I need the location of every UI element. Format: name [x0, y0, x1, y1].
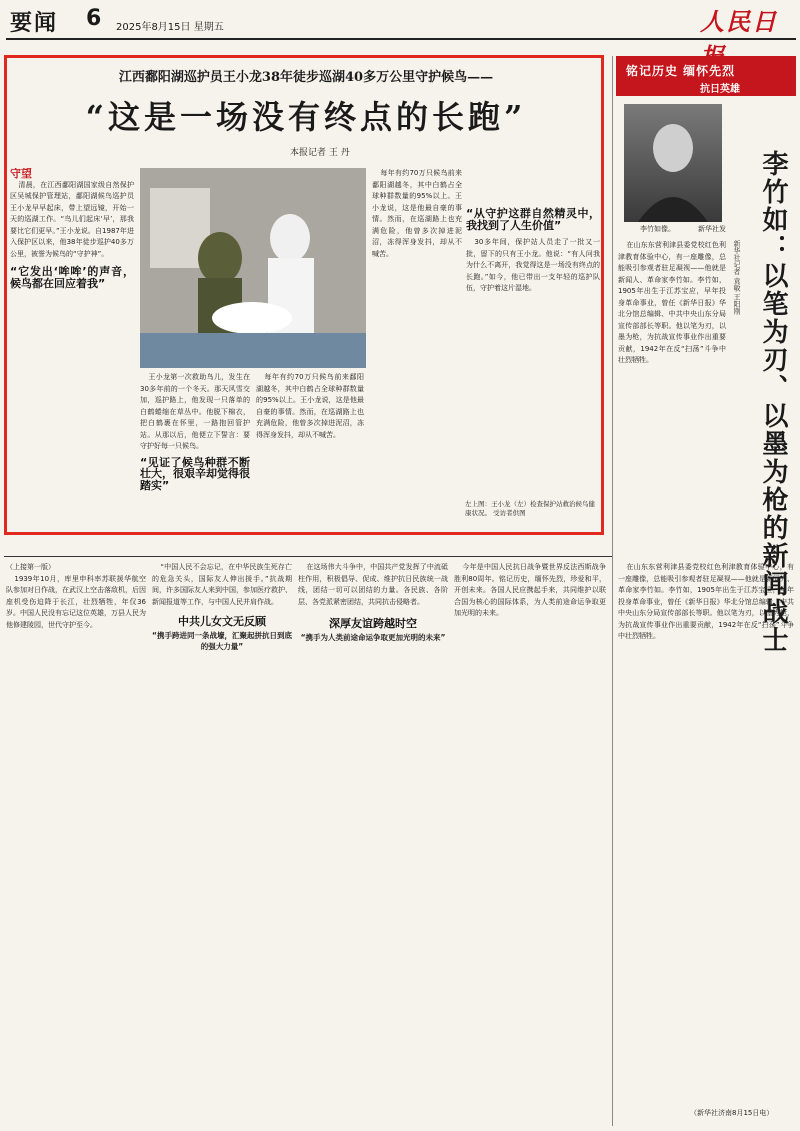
lower-subheading-2: “携手为人类前途命运争取更加光明的未来” [300, 632, 446, 642]
portrait-caption: 李竹如像。 [640, 225, 675, 233]
caption-credit: 受访者供图 [493, 509, 526, 517]
header-rule [6, 38, 796, 40]
feature-subhead-2: “见证了候鸟种群不断壮大，很艰辛却觉得很踏实” [140, 455, 250, 492]
feature-headline[interactable]: “这是一场没有终点的长跑” [85, 98, 527, 136]
feature-photo [140, 168, 366, 368]
profile-body-text: 在山东东营利津县委党校红色利津教育体验中心，有一座雕像，总能吸引参观者驻足凝视——他就是新闻人、革命家李竹如。李竹如，1905年出生于江苏宝应，早年投身革命事业，曾任《新华日报》华北分馆总编辑、中共中央山东分局宣传部部长等职。他以笔为刃，以墨为枪，为抗战宣传事业作出重要贡献，1942年在反“扫荡”斗争中壮烈牺牲。 [618, 241, 726, 364]
lower-subheading-1: “携手跨进同一条战壕，汇聚起拼抗日到底的强大力量” [152, 630, 292, 651]
continued-label: （上接第一版） [6, 563, 55, 571]
feature-column-3 [256, 372, 364, 528]
feature-section-label: 守望 [10, 168, 32, 180]
lower-col2-text: “中国人民不会忘记，在中华民族生死存亡的危急关头，国际友人伸出援手。”抗战期间，许多国际友人来到中国，参加医疗救护、新闻报道等工作，与中国人民并肩作战。 [152, 563, 292, 606]
feature-column-1 [10, 168, 134, 528]
profile-byline: 新华社记者 袁敏 王阳刚 [733, 240, 741, 315]
feature-kicker[interactable]: 江西鄱阳湖巡护员王小龙38年徒步巡湖40多万公里守护候鸟—— [118, 70, 494, 85]
column-divider [612, 56, 613, 1126]
profile-title[interactable]: 李竹如：以笔为刃、以墨为枪的新闻战士 [758, 150, 788, 654]
portrait-credit: 新华社发 [698, 225, 726, 233]
feature-col1-text: 清晨，在江西鄱阳湖国家级自然保护区吴城保护管理站，鄱阳湖候鸟巡护员王小龙早早起床，带上望远镜，开始一天的巡湖工作。“鸟儿们起床‘早’，那我要比它们更早。”王小龙说。自1987年进入保护区以来，他38年徒步巡护40多万公里，被誉为候鸟的“守护神”。 [10, 180, 134, 258]
portrait-illustration [624, 104, 722, 222]
profile-body-top [618, 240, 726, 548]
page-number: 6 [86, 6, 102, 31]
lower-heading-1: 中共儿女文无反顾 [178, 615, 266, 628]
lower-column-1 [6, 562, 146, 1122]
profile-body-text-2: 在山东东营利津县委党校红色利津教育体验中心，有一座雕像，总能吸引参观者驻足凝视——他就是新闻人、革命家李竹如。李竹如，1905年出生于江苏宝应，早年投身革命事业，曾任《新华日报》华北分馆总编辑、中共中央山东分局宣传部部长等职。他以笔为刃，以墨为枪，为抗战宣传事业作出重要贡献，1942年在反“扫荡”斗争中壮烈牺牲。 [618, 563, 794, 640]
ranger-photo-illustration [140, 168, 366, 368]
lower-column-2 [152, 562, 292, 1122]
section-title: 要闻 [10, 10, 59, 36]
lower-column-3 [298, 562, 448, 1122]
profile-dateline: （新华社济南8月15日电） [690, 1109, 774, 1117]
feature-column-5 [466, 168, 600, 498]
feature-subhead-1: “它发出‘哞哞’的声音，候鸟都在回应着我” [10, 265, 134, 290]
lower-col4-text: 今年是中国人民抗日战争暨世界反法西斯战争胜利80周年。铭记历史，缅怀先烈，珍爱和平，开创未来。各国人民应携起手来，共同维护以联合国为核心的国际体系，为人类前途命运争取更加光明的未来。 [454, 563, 606, 617]
newspaper-logo: 人民日 [700, 7, 778, 36]
profile-body-bottom [618, 562, 794, 1102]
banner-title: 铭记历史 缅怀先烈 [626, 64, 736, 78]
feature-col3-text: 每年有约70万只候鸟前来鄱阳湖越冬，其中白鹤占全球种群数量的95%以上。王小龙说，这是他最自豪的事情。然而，在巡湖路上也充满危险，他曾多次掉进泥沼，冻得浑身发抖，却从不喊苦。 [256, 373, 364, 439]
feature-col4-text: 30多年间，保护站人员走了一批又一批，留下的只有王小龙。他说：“有人问我为什么不离开，我觉得这是一场没有终点的长跑。”如今，他已带出一支年轻的巡护队伍，守护着这片湿地。 [466, 238, 600, 292]
banner-subtitle: 抗日英雄 [700, 84, 740, 95]
caption-text: 左上图：王小龙（左）检查保护站救治候鸟健康状况。 [465, 500, 595, 517]
lower-col1-text: 1939年10月，库里申科率苏联援华航空队参加对日作战，在武汉上空击落敌机，后因座机受伤迫降于长江，壮烈牺牲，年仅36岁。中国人民没有忘记这位英雄，万县人民为他修建陵园，世代守护至今。 [6, 574, 146, 629]
portrait-photo [624, 104, 722, 222]
feature-byline: 本报记者 王 丹 [290, 148, 350, 158]
feature-column-4 [372, 168, 462, 528]
lower-column-4 [454, 562, 606, 1122]
feature-subhead-3: “从守护这群自然精灵中，我找到了人生价值” [466, 207, 600, 232]
issue-date: 2025年8月15日 星期五 [116, 22, 224, 33]
lower-col3-text: 在这场伟大斗争中，中国共产党发挥了中流砥柱作用，积极倡导、促成、维护抗日民族统一战线，团结一切可以团结的力量。各民族、各阶层、各党派紧密团结，共同抗击侵略者。 [298, 563, 448, 606]
feature-column-2 [140, 372, 250, 528]
section-divider [4, 556, 612, 557]
feature-col3b-text: 每年有约70万只候鸟前来鄱阳湖越冬，其中白鹤占全球种群数量的95%以上。王小龙说，这是他最自豪的事情。然而，在巡湖路上也充满危险，他曾多次掉进泥沼，冻得浑身发抖，却从不喊苦。 [372, 169, 462, 258]
photo-caption [465, 500, 600, 518]
lower-heading-2: 深厚友谊跨越时空 [329, 617, 417, 630]
feature-col2-text: 王小龙第一次救助鸟儿，发生在30多年前的一个冬天。那天风雪交加，巡护路上，他发现一只落单的白鹤蜷缩在草丛中。他脱下棉衣，把白鹤裹在怀里，一路抱回管护站。从那以后，他便立下誓言：要守护好每一只候鸟。 [140, 373, 250, 450]
